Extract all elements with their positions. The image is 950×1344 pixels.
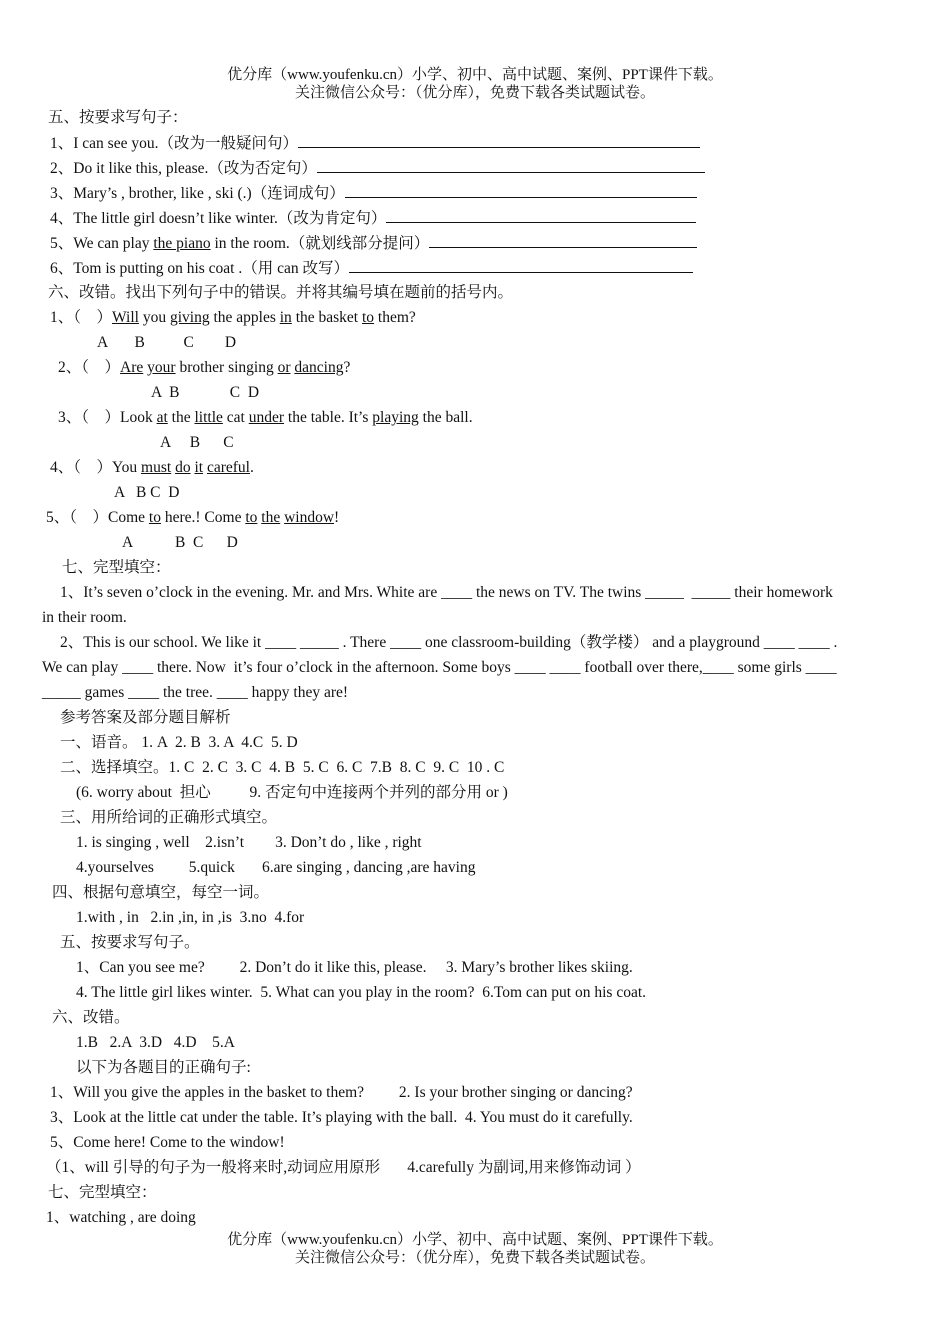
s6-question-2: 2、（ ）Are your brother singing or dancing? xyxy=(58,359,351,376)
answer-3-title: 三、用所给词的正确形式填空。 xyxy=(60,809,278,826)
s5-item-6: 6、Tom is putting on his coat .（用 can 改写） xyxy=(50,258,693,279)
answers-title: 参考答案及部分题目解析 xyxy=(60,709,231,726)
answer-1: 一、语音。 1. A 2. B 3. A 4.C 5. D xyxy=(60,734,298,751)
s6-q4-letters: A B C D xyxy=(114,484,180,501)
s6-question-3: 3、（ ）Look at the little cat under the table. It’s playing the ball. xyxy=(58,409,473,426)
answer-2: 二、选择填空。1. C 2. C 3. C 4. B 5. C 6. C 7.B 8. C 9. C 10 . C xyxy=(60,759,505,776)
s7-passage-2-line-2: We can play ____ there. Now it’s four o’clock in the afternoon. Some boys ____ ____ football over there,____ some girls ____ xyxy=(42,659,837,676)
answer-7-line-1: 1、watching , are doing xyxy=(46,1209,196,1226)
s7-passage-1-line-2: in their room. xyxy=(42,609,127,626)
s5-item-5: 5、We can play the piano in the room.（就划线部分提问） xyxy=(50,233,697,254)
s6-question-1: 1、（ ）Will you giving the apples in the basket to them? xyxy=(50,309,416,326)
s6-q2-letters: A B C D xyxy=(151,384,260,401)
answer-3-line-2: 4.yourselves 5.quick 6.are singing , dancing ,are having xyxy=(76,859,476,876)
s5-item-2: 2、Do it like this, please.（改为否定句） xyxy=(50,158,705,179)
answer-6-title: 六、改错。 xyxy=(52,1009,130,1026)
s7-passage-2-line-1: 2、This is our school. We like it ____ _____ . There ____ one classroom-building（教学楼） and a playground ____ ____ . xyxy=(60,634,838,651)
section6-title: 六、改错。找出下列句子中的错误。并将其编号填在题前的括号内。 xyxy=(48,284,514,301)
answer-7-title: 七、完型填空： xyxy=(48,1184,157,1201)
answer-6-line-5: 5、Come here! Come to the window! xyxy=(50,1134,285,1151)
s6-question-4: 4、（ ）You must do it careful. xyxy=(50,459,254,476)
section7-title: 七、完型填空： xyxy=(62,559,171,576)
answer-2-note: (6. worry about 担心 9. 否定句中连接两个并列的部分用 or ) xyxy=(76,784,508,801)
s6-q1-letters: A B C D xyxy=(97,334,237,351)
footer-line-2: 关注微信公众号：（优分库），免费下载各类试题试卷。 xyxy=(294,1250,655,1266)
header-line-2: 关注微信公众号：（优分库），免费下载各类试题试卷。 xyxy=(294,85,655,101)
s7-passage-1-line-1: 1、It’s seven o’clock in the evening. Mr. and Mrs. White are ____ the news on TV. The twins _____ _____ their homework xyxy=(60,584,833,601)
answer-5-title: 五、按要求写句子。 xyxy=(60,934,200,951)
section5-title: 五、按要求写句子： xyxy=(48,109,188,126)
answer-6-line-4: 3、Look at the little cat under the table. It’s playing with the ball. 4. You must do it carefully. xyxy=(50,1109,633,1126)
answer-4-title: 四、根据句意填空，每空一词。 xyxy=(52,884,270,901)
header-line-1: 优分库（www.youfenku.cn）小学、初中、高中试题、案例、PPT课件下载。 xyxy=(227,67,723,83)
s6-question-5: 5、（ ）Come to here.! Come to the window! xyxy=(46,509,340,526)
footer-line-1: 优分库（www.youfenku.cn）小学、初中、高中试题、案例、PPT课件下载。 xyxy=(227,1232,723,1248)
s5-item-4: 4、The little girl doesn’t like winter.（改为肯定句） xyxy=(50,208,696,229)
answer-3-line-1: 1. is singing , well 2.isn’t 3. Don’t do , like , right xyxy=(76,834,422,851)
answer-5-line-2: 4. The little girl likes winter. 5. What can you play in the room? 6.Tom can put on his coat. xyxy=(76,984,647,1001)
answer-6-line-3: 1、Will you give the apples in the basket to them? 2. Is your brother singing or dancing? xyxy=(50,1084,633,1101)
s5-item-3: 3、Mary’s , brother, like , ski (.)（连词成句） xyxy=(50,183,697,204)
s6-q5-letters: A B C D xyxy=(122,534,238,551)
answer-5-line-1: 1、Can you see me? 2. Don’t do it like this, please. 3. Mary’s brother likes skiing. xyxy=(76,959,633,976)
answer-6-line-1: 1.B 2.A 3.D 4.D 5.A xyxy=(76,1034,235,1051)
answer-6-line-2: 以下为各题目的正确句子: xyxy=(76,1059,251,1076)
s6-q3-letters: A B C xyxy=(160,434,234,451)
answer-4-line-1: 1.with , in 2.in ,in, in ,is 3.no 4.for xyxy=(76,909,305,926)
s5-item-1: 1、I can see you.（改为一般疑问句） xyxy=(50,133,700,154)
s7-passage-2-line-3: _____ games ____ the tree. ____ happy they are! xyxy=(42,684,349,701)
answer-6-line-6: （1、will 引导的句子为一般将来时,动词应用原形 4.carefully 为副词,用来修饰动词 ） xyxy=(46,1159,641,1176)
